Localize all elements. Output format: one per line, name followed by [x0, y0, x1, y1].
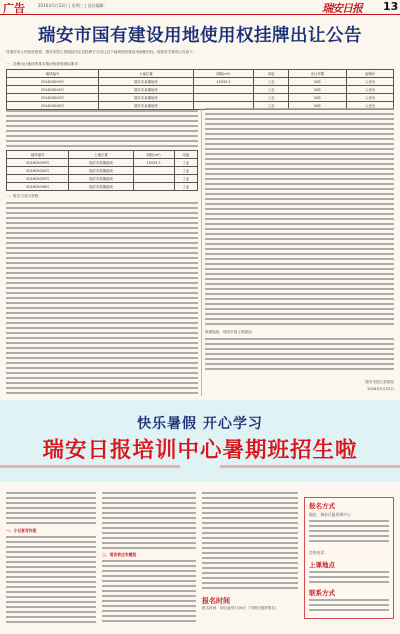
- table-cell: [193, 86, 253, 94]
- table-header: 起始价: [347, 70, 394, 78]
- table-header: 地块编号: [7, 151, 69, 159]
- table-header: 土地位置: [69, 151, 133, 159]
- box-text-2: [309, 571, 389, 585]
- box-phone: 咨询电话：: [309, 550, 328, 555]
- signup-info-box: [304, 497, 394, 619]
- table-cell: 工业: [174, 183, 197, 191]
- register-title: 报名时间: [202, 597, 230, 605]
- promo-text-col2: [102, 492, 196, 552]
- table-cell: 工业: [254, 78, 289, 86]
- land-table-top: [6, 69, 394, 110]
- class-location-heading: 上课地点: [309, 561, 335, 569]
- table-cell: 人民币: [347, 86, 394, 94]
- promo-text-col1b: [6, 536, 96, 626]
- table-cell: 瑞安市某镇地块: [99, 78, 194, 86]
- land-table-left: [6, 150, 198, 191]
- promo-text-col1: [6, 492, 96, 528]
- date-line: 2016年5月23日 | 星期三 | 责任编辑：: [38, 3, 108, 8]
- table-cell: 工业: [254, 86, 289, 94]
- table-cell: 工业: [174, 159, 197, 167]
- article-text-left-2: [6, 202, 198, 396]
- table-cell: 瑞安市某镇地块: [99, 102, 194, 110]
- table-row: [7, 78, 394, 86]
- article-intro: 经瑞安市人民政府批准，瑞安市国土资源局决定以挂牌方式出让以下地块国有建设用地使用权。现将有关事项公告如下：: [6, 50, 197, 54]
- register-note: 报名时间：即日起至7月6日（节假日照常报名）: [202, 606, 279, 610]
- promo-title: 瑞安日报培训中心暑期班招生啦: [42, 438, 358, 463]
- table-cell: 瑞安市某镇地块: [69, 167, 133, 175]
- table-header: 出让年限: [288, 70, 347, 78]
- table-row: [7, 94, 394, 102]
- promo-text-col2b: [102, 560, 196, 626]
- column-divider: [201, 108, 202, 396]
- newspaper-logo: 瑞安日报: [322, 2, 362, 15]
- table-cell: 2016C0006号: [7, 102, 99, 110]
- table-cell: 15033.3: [133, 159, 174, 167]
- table-cell: 工业: [174, 167, 197, 175]
- table-cell: 瑞安市某镇地块: [69, 159, 133, 167]
- table-cell: 人民币: [347, 94, 394, 102]
- table-header-row: [7, 151, 198, 159]
- mid-heading: 一、报名与竞买资格：: [6, 194, 42, 198]
- table-cell: 瑞安市某镇地块: [99, 94, 194, 102]
- table-cell: 2016C0009号: [7, 159, 69, 167]
- contact-heading: 联系方式: [309, 589, 335, 597]
- table-cell: 2016C0005号: [7, 175, 69, 183]
- table-cell: 工业: [174, 175, 197, 183]
- article-text-left-1: [6, 110, 198, 150]
- table-cell: 15033.3: [193, 78, 253, 86]
- table-header-row: [7, 70, 394, 78]
- section1-title: 一、挂牌出让地块的基本情况和规划指标要求：: [6, 62, 82, 66]
- box-address: 地址：瑞安日报培训中心: [309, 512, 351, 517]
- table-cell: [133, 175, 174, 183]
- table-cell: 50年: [288, 78, 347, 86]
- table-header: 用途: [174, 151, 197, 159]
- contact-line: 联系地址：瑞安市国土资源局: [205, 330, 252, 334]
- box-text: [309, 520, 389, 548]
- table-header: 土地位置: [99, 70, 194, 78]
- box-heading: 报名方式: [309, 502, 335, 510]
- table-cell: 工业: [254, 94, 289, 102]
- table-cell: 50年: [288, 102, 347, 110]
- table-cell: 2016C0004号: [7, 167, 69, 175]
- section-label: 广告: [3, 2, 25, 15]
- notice-date: 2016年5月23日: [367, 387, 394, 391]
- table-cell: [133, 183, 174, 191]
- table-cell: [133, 167, 174, 175]
- page-number: 13: [383, 0, 399, 13]
- table-cell: 瑞安市某镇地块: [99, 86, 194, 94]
- table-row: [7, 183, 198, 191]
- table-cell: 瑞安市某镇地块: [69, 175, 133, 183]
- table-row: [7, 159, 198, 167]
- promo-text-col3: [202, 492, 298, 592]
- table-cell: 2016C0006号: [7, 183, 69, 191]
- notice-org: 瑞安市国土资源局: [365, 380, 394, 384]
- course-heading-1: 一、小记者写作班: [6, 528, 37, 533]
- masthead: [0, 0, 400, 15]
- table-cell: 人民币: [347, 78, 394, 86]
- table-row: [7, 175, 198, 183]
- table-cell: 2016C0005号: [7, 94, 99, 102]
- table-cell: 50年: [288, 86, 347, 94]
- table-cell: 瑞安市某镇地块: [69, 183, 133, 191]
- table-header: 用途: [254, 70, 289, 78]
- table-header: 面积(m²): [193, 70, 253, 78]
- table-row: [7, 167, 198, 175]
- table-header: 地块编号: [7, 70, 99, 78]
- article-headline: 瑞安市国有建设用地使用权挂牌出让公告: [38, 26, 362, 46]
- box-text-3: [309, 599, 389, 613]
- decorative-stripe: [0, 465, 180, 468]
- course-heading-2: 二、语言表达专题班: [102, 552, 137, 557]
- article-text-right: [205, 108, 394, 328]
- article-text-right-2: [205, 338, 394, 376]
- table-row: [7, 86, 394, 94]
- table-cell: [193, 94, 253, 102]
- table-cell: 人民币: [347, 102, 394, 110]
- table-cell: 2016C0009号: [7, 78, 99, 86]
- table-cell: 50年: [288, 94, 347, 102]
- promo-subtitle: 快乐暑假 开心学习: [137, 416, 263, 432]
- decorative-stripe: [220, 465, 400, 468]
- table-cell: 2016C0004号: [7, 86, 99, 94]
- table-cell: 工业: [254, 102, 289, 110]
- table-header: 面积(m²): [133, 151, 174, 159]
